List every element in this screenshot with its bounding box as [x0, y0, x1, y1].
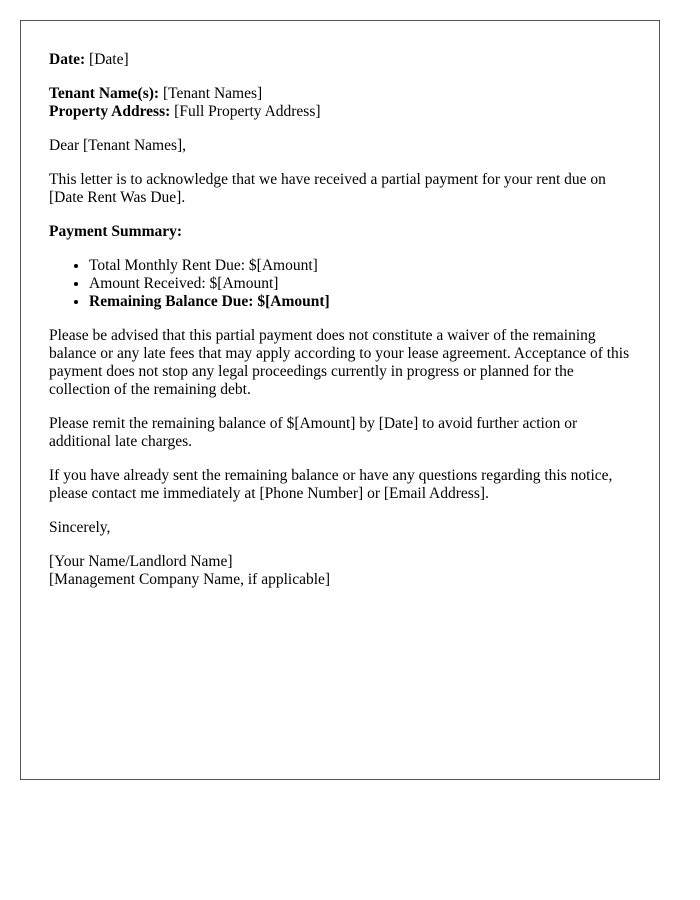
- closing: Sincerely,: [49, 519, 111, 536]
- property-line: [49, 103, 631, 121]
- recipient-block: [49, 85, 631, 121]
- signature-block: [49, 553, 631, 589]
- summary-item-remaining-balance: • Remaining Balance Due: $[Amount]: [89, 293, 631, 311]
- letter-document: [20, 20, 660, 780]
- remit-paragraph: Please remit the remaining balance of $[Amount] by [Date] to avoid further action or additional late charges.: [49, 415, 578, 450]
- date-label: Date:: [49, 51, 86, 68]
- advisory-paragraph: Please be advised that this partial payment does not constitute a waiver of the remaining balance or any late fees that may apply according to your lease agreement. Acceptance of this payment does not stop any legal proceedings currently in progress or planned for the collection of the remaining debt.: [49, 327, 630, 398]
- tenant-line: [49, 85, 631, 103]
- tenant-value: [Tenant Names]: [162, 85, 263, 102]
- intro-paragraph: This letter is to acknowledge that we have received a partial payment for your rent due on [Date Rent Was Due].: [49, 171, 606, 206]
- tenant-label: Tenant Name(s):: [49, 85, 160, 102]
- date-line: [49, 51, 631, 69]
- summary-item-amount-received: • Amount Received: $[Amount]: [89, 275, 631, 293]
- payment-summary-heading: Payment Summary:: [49, 223, 183, 240]
- signature-company: [Management Company Name, if applicable]: [49, 571, 331, 588]
- salutation: Dear [Tenant Names],: [49, 137, 187, 154]
- date-value: [Date]: [89, 51, 129, 68]
- payment-summary-list: [49, 257, 631, 311]
- summary-item-total-rent: • Total Monthly Rent Due: $[Amount]: [89, 257, 631, 275]
- contact-paragraph: If you have already sent the remaining balance or have any questions regarding this notice, please contact me immediately at [Phone Number] or [Email Address].: [49, 467, 613, 502]
- signature-name: [Your Name/Landlord Name]: [49, 553, 233, 570]
- property-label: Property Address:: [49, 103, 171, 120]
- property-value: [Full Property Address]: [174, 103, 321, 120]
